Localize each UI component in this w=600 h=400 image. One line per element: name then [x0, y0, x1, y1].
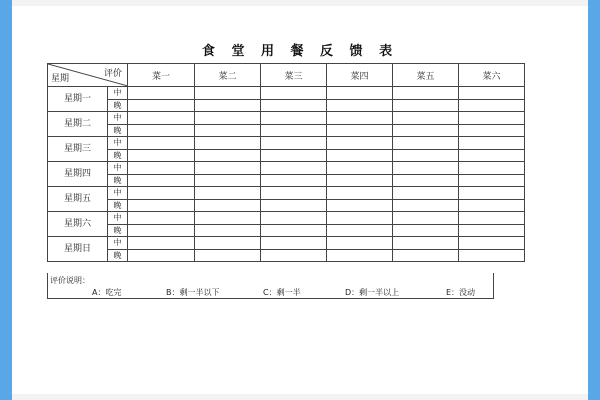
rating-cell[interactable]	[459, 112, 525, 125]
rating-cell[interactable]	[393, 249, 459, 262]
day-label: 星期二	[48, 112, 108, 137]
dinner-label: 晚	[108, 149, 128, 162]
rating-cell[interactable]	[128, 124, 195, 137]
rating-cell[interactable]	[128, 137, 195, 150]
rating-cell[interactable]	[393, 87, 459, 100]
day-label: 星期五	[48, 187, 108, 212]
rating-cell[interactable]	[195, 137, 261, 150]
rating-cell[interactable]	[195, 149, 261, 162]
rating-cell[interactable]	[128, 237, 195, 250]
rating-cell[interactable]	[195, 99, 261, 112]
dish-header: 菜五	[393, 64, 459, 87]
lunch-label: 中	[108, 112, 128, 125]
rating-cell[interactable]	[393, 224, 459, 237]
rating-cell[interactable]	[459, 149, 525, 162]
rating-cell[interactable]	[327, 224, 393, 237]
legend-item: A：吃完	[92, 288, 122, 297]
dish-header: 菜二	[195, 64, 261, 87]
rating-cell[interactable]	[327, 124, 393, 137]
rating-cell[interactable]	[327, 237, 393, 250]
legend-title: 评价说明：	[50, 276, 90, 285]
dinner-label: 晚	[108, 124, 128, 137]
rating-cell[interactable]	[327, 174, 393, 187]
rating-cell[interactable]	[261, 199, 327, 212]
rating-cell[interactable]	[459, 99, 525, 112]
rating-cell[interactable]	[459, 237, 525, 250]
legend-item: B：剩一半以下	[166, 288, 220, 297]
dish-header: 菜一	[128, 64, 195, 87]
rating-cell[interactable]	[459, 124, 525, 137]
rating-cell[interactable]	[128, 249, 195, 262]
rating-cell[interactable]	[261, 187, 327, 200]
rating-cell[interactable]	[459, 174, 525, 187]
table-row	[48, 87, 525, 100]
rating-cell[interactable]	[195, 187, 261, 200]
rating-cell[interactable]	[459, 249, 525, 262]
rating-cell[interactable]	[393, 99, 459, 112]
table-row	[48, 149, 525, 162]
table-row	[48, 137, 525, 150]
corner-header	[48, 64, 128, 87]
table-row	[48, 199, 525, 212]
form-title: 食 堂 用 餐 反 馈 表	[201, 44, 399, 59]
rating-cell[interactable]	[459, 224, 525, 237]
corner-eval-label: 评价	[103, 69, 122, 79]
rating-cell[interactable]	[327, 199, 393, 212]
rating-cell[interactable]	[459, 162, 525, 175]
rating-cell[interactable]	[128, 187, 195, 200]
day-label: 星期六	[48, 212, 108, 237]
rating-cell[interactable]	[195, 237, 261, 250]
table-row	[48, 162, 525, 175]
table-row	[48, 174, 525, 187]
rating-cell[interactable]	[261, 112, 327, 125]
rating-cell[interactable]	[393, 237, 459, 250]
rating-cell[interactable]	[261, 124, 327, 137]
table-row	[48, 187, 525, 200]
rating-cell[interactable]	[195, 87, 261, 100]
rating-cell[interactable]	[261, 137, 327, 150]
table-row	[48, 224, 525, 237]
dinner-label: 晚	[108, 249, 128, 262]
rating-cell[interactable]	[261, 212, 327, 225]
rating-cell[interactable]	[261, 99, 327, 112]
rating-cell[interactable]	[195, 199, 261, 212]
rating-cell[interactable]	[195, 174, 261, 187]
evaluation-legend	[47, 273, 494, 299]
dinner-label: 晚	[108, 199, 128, 212]
table-row	[48, 237, 525, 250]
rating-cell[interactable]	[327, 187, 393, 200]
rating-cell[interactable]	[195, 112, 261, 125]
rating-cell[interactable]	[459, 199, 525, 212]
corner-week-label: 星期	[51, 74, 70, 84]
rating-cell[interactable]	[128, 87, 195, 100]
dish-header: 菜六	[459, 64, 525, 87]
rating-cell[interactable]	[261, 87, 327, 100]
rating-cell[interactable]	[128, 112, 195, 125]
rating-cell[interactable]	[128, 162, 195, 175]
rating-cell[interactable]	[327, 149, 393, 162]
rating-cell[interactable]	[195, 249, 261, 262]
feedback-table	[47, 63, 525, 262]
rating-cell[interactable]	[393, 212, 459, 225]
table-row	[48, 249, 525, 262]
table-row	[48, 212, 525, 225]
day-label: 星期一	[48, 87, 108, 112]
table-row	[48, 112, 525, 125]
rating-cell[interactable]	[393, 137, 459, 150]
rating-cell[interactable]	[393, 174, 459, 187]
table-row	[48, 99, 525, 112]
legend-item: D：剩一半以上	[345, 288, 400, 297]
rating-cell[interactable]	[327, 87, 393, 100]
rating-cell[interactable]	[128, 199, 195, 212]
rating-cell[interactable]	[393, 149, 459, 162]
header-row	[48, 64, 525, 87]
rating-cell[interactable]	[327, 137, 393, 150]
day-label: 星期日	[48, 237, 108, 262]
rating-cell[interactable]	[327, 162, 393, 175]
rating-cell[interactable]	[327, 249, 393, 262]
rating-cell[interactable]	[261, 224, 327, 237]
rating-cell[interactable]	[393, 162, 459, 175]
rating-cell[interactable]	[261, 174, 327, 187]
dinner-label: 晚	[108, 224, 128, 237]
rating-cell[interactable]	[261, 249, 327, 262]
lunch-label: 中	[108, 212, 128, 225]
legend-item: C：剩一半	[263, 288, 301, 297]
legend-item: E：没动	[446, 288, 476, 297]
rating-cell[interactable]	[393, 187, 459, 200]
rating-cell[interactable]	[261, 149, 327, 162]
rating-cell[interactable]	[195, 224, 261, 237]
day-label: 星期四	[48, 162, 108, 187]
table-row	[48, 124, 525, 137]
rating-cell[interactable]	[327, 99, 393, 112]
rating-cell[interactable]	[393, 112, 459, 125]
lunch-label: 中	[108, 237, 128, 250]
lunch-label: 中	[108, 162, 128, 175]
rating-cell[interactable]	[195, 162, 261, 175]
rating-cell[interactable]	[327, 212, 393, 225]
day-label: 星期三	[48, 137, 108, 162]
rating-cell[interactable]	[327, 112, 393, 125]
dish-header: 菜四	[327, 64, 393, 87]
rating-cell[interactable]	[459, 212, 525, 225]
rating-cell[interactable]	[128, 174, 195, 187]
rating-cell[interactable]	[128, 212, 195, 225]
rating-cell[interactable]	[459, 137, 525, 150]
rating-cell[interactable]	[128, 224, 195, 237]
dish-header: 菜三	[261, 64, 327, 87]
dinner-label: 晚	[108, 99, 128, 112]
rating-cell[interactable]	[195, 124, 261, 137]
rating-cell[interactable]	[393, 124, 459, 137]
dinner-label: 晚	[108, 174, 128, 187]
lunch-label: 中	[108, 87, 128, 100]
rating-cell[interactable]	[261, 237, 327, 250]
lunch-label: 中	[108, 187, 128, 200]
rating-cell[interactable]	[459, 87, 525, 100]
rating-cell[interactable]	[459, 187, 525, 200]
rating-cell[interactable]	[128, 149, 195, 162]
rating-cell[interactable]	[261, 162, 327, 175]
lunch-label: 中	[108, 137, 128, 150]
rating-cell[interactable]	[393, 199, 459, 212]
rating-cell[interactable]	[128, 99, 195, 112]
rating-cell[interactable]	[195, 212, 261, 225]
